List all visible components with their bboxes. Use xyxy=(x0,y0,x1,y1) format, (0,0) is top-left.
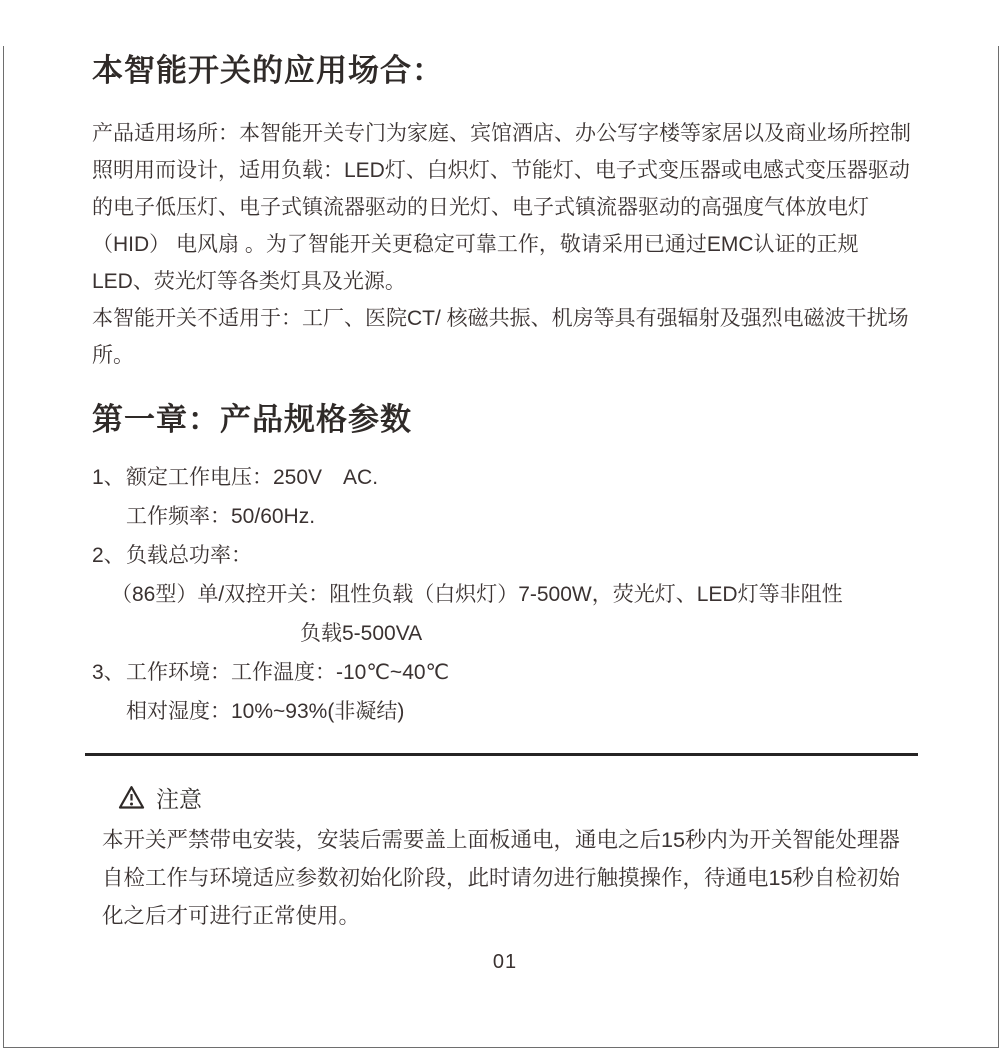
manual-page xyxy=(0,50,1002,974)
section-divider xyxy=(85,753,918,756)
spec-item-load-power xyxy=(92,536,918,575)
spec-line: 负载5-500VA xyxy=(300,622,423,645)
spec-line: 额定工作电压：250V AC. xyxy=(126,466,379,489)
notice-title: 注意 xyxy=(156,786,202,812)
spec-line: 相对湿度：10%~93%(非凝结) xyxy=(126,700,405,723)
notice-section xyxy=(92,781,918,935)
spec-item-humidity xyxy=(92,692,918,731)
applications-paragraph: 产品适用场所：本智能开关专门为家庭、宾馆酒店、办公写字楼等家居以及商业场所控制照明用而设计，适用负载：LED灯、白炽灯、节能灯、电子式变压器或电感式变压器驱动的电子低压灯、电子式镇流器驱动的日光灯、电子式镇流器驱动的高强度气体放电灯（HID） 电风扇 。为了智能开关更稳定可靠工作，敬请采用已通过EMC认证的正规LED、荧光灯等各类灯具及光源。 xyxy=(92,122,911,293)
list-marker: 2、 xyxy=(92,544,125,567)
section-title-applications: 本智能开关的应用场合： xyxy=(92,53,444,88)
exclusions-paragraph: 本智能开关不适用于：工厂、医院CT/ 核磁共振、机房等具有强辐射及强烈电磁波干扰场所。 xyxy=(92,307,909,367)
spec-list xyxy=(92,458,918,731)
list-marker: 3、 xyxy=(92,661,125,684)
chapter-title: 第一章：产品规格参数 xyxy=(92,402,412,437)
spec-item-voltage xyxy=(92,458,918,497)
spec-item-frequency xyxy=(92,497,918,536)
list-marker: 1、 xyxy=(92,466,125,489)
notice-body: 本开关严禁带电安装，安装后需要盖上面板通电，通电之后15秒内为开关智能处理器自检工作与环境适应参数初始化阶段，此时请勿进行触摸操作，待通电15秒自检初始化之后才可进行正常使用。 xyxy=(102,828,900,928)
spec-line: 工作频率：50/60Hz. xyxy=(126,505,316,528)
spec-item-load-detail xyxy=(92,575,918,614)
page-number: 01 xyxy=(492,951,518,973)
warning-triangle-icon xyxy=(118,785,145,810)
spec-line: （86型）单/双控开关：阻性负载（白炽灯）7-500W，荧光灯、LED灯等非阻性 xyxy=(111,583,843,606)
spec-line: 工作环境：工作温度：-10℃~40℃ xyxy=(126,661,450,684)
spec-item-load-detail-2 xyxy=(92,614,918,653)
notice-header xyxy=(118,781,918,814)
spec-line: 负载总功率： xyxy=(126,544,252,567)
spec-item-environment xyxy=(92,653,918,692)
